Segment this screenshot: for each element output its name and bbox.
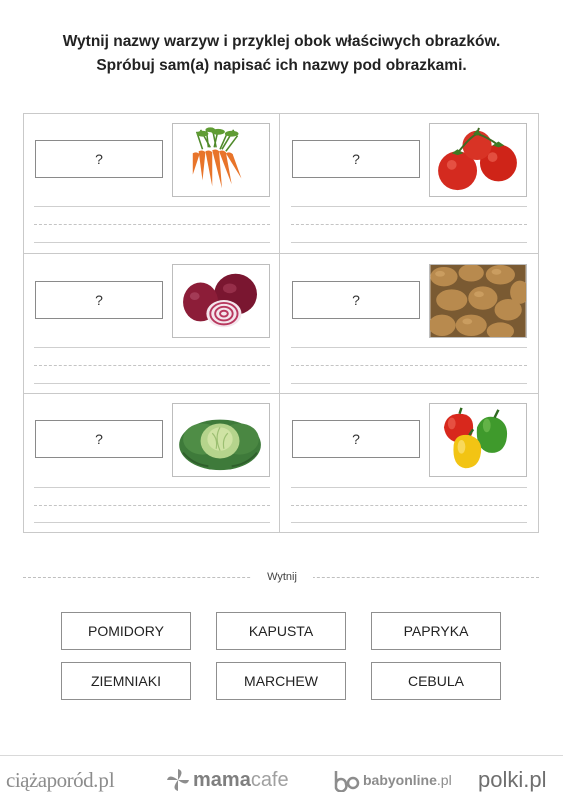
logo-babyonline-text: babyonline: [363, 772, 437, 788]
writing-line-6a: [291, 487, 527, 488]
writing-line-3b: [34, 365, 270, 366]
logo-ciazaporod-tld: .pl: [93, 767, 115, 792]
grid-divider-row-2: [23, 393, 539, 394]
writing-line-4a: [291, 347, 527, 348]
grid-divider-vertical: [279, 113, 280, 533]
writing-line-6b: [291, 505, 527, 506]
logo-mamacafe-cafe: cafe: [250, 768, 289, 791]
writing-line-2a: [291, 206, 527, 207]
writing-line-1c: [34, 242, 270, 243]
writing-line-5c: [34, 522, 270, 523]
word-card-papryka[interactable]: PAPRYKA: [371, 612, 501, 650]
answer-box-1[interactable]: ?: [35, 140, 163, 178]
answer-box-5[interactable]: ?: [35, 420, 163, 458]
writing-line-2b: [291, 224, 527, 225]
potatoes-image: [429, 264, 527, 338]
answer-box-2[interactable]: ?: [292, 140, 420, 178]
babyonline-mark-icon: [333, 768, 361, 792]
pinwheel-icon: [165, 767, 191, 793]
peppers-image: [429, 403, 527, 477]
writing-line-4c: [291, 383, 527, 384]
instructions-line-2: Spróbuj sam(a) napisać ich nazwy pod obrazkami.: [96, 57, 467, 74]
writing-line-5a: [34, 487, 270, 488]
writing-line-1b: [34, 224, 270, 225]
word-card-marchew[interactable]: MARCHEW: [216, 662, 346, 700]
word-card-pomidory[interactable]: POMIDORY: [61, 612, 191, 650]
answer-box-3[interactable]: ?: [35, 281, 163, 319]
writing-line-2c: [291, 242, 527, 243]
logo-polki-text: polki.pl: [478, 767, 547, 792]
logo-ciazaporod-text: ciążaporód: [6, 767, 94, 792]
logo-polki[interactable]: [478, 760, 546, 800]
carrots-image: [172, 123, 270, 197]
cut-label: Wytnij: [251, 569, 313, 585]
writing-line-3a: [34, 347, 270, 348]
writing-line-3c: [34, 383, 270, 384]
writing-line-1a: [34, 206, 270, 207]
cabbage-image: [172, 403, 270, 477]
logo-mamacafe[interactable]: [165, 760, 289, 800]
word-card-ziemniaki[interactable]: ZIEMNIAKI: [61, 662, 191, 700]
logo-babyonline[interactable]: [333, 760, 452, 800]
logo-babyonline-tld: .pl: [436, 772, 452, 788]
writing-line-5b: [34, 505, 270, 506]
grid-divider-row-1: [23, 253, 539, 254]
logo-ciazaporod[interactable]: [6, 760, 115, 800]
instructions-line-1: Wytnij nazwy warzyw i przyklej obok właściwych obrazków.: [62, 33, 501, 50]
writing-line-4b: [291, 365, 527, 366]
logo-mamacafe-mama: mama: [193, 768, 251, 791]
answer-box-4[interactable]: ?: [292, 281, 420, 319]
tomatoes-image: [429, 123, 527, 197]
instructions: [0, 30, 563, 78]
word-card-cebula[interactable]: CEBULA: [371, 662, 501, 700]
word-card-kapusta[interactable]: KAPUSTA: [216, 612, 346, 650]
footer-divider: [0, 755, 563, 756]
red-onion-image: [172, 264, 270, 338]
writing-line-6c: [291, 522, 527, 523]
answer-box-6[interactable]: ?: [292, 420, 420, 458]
